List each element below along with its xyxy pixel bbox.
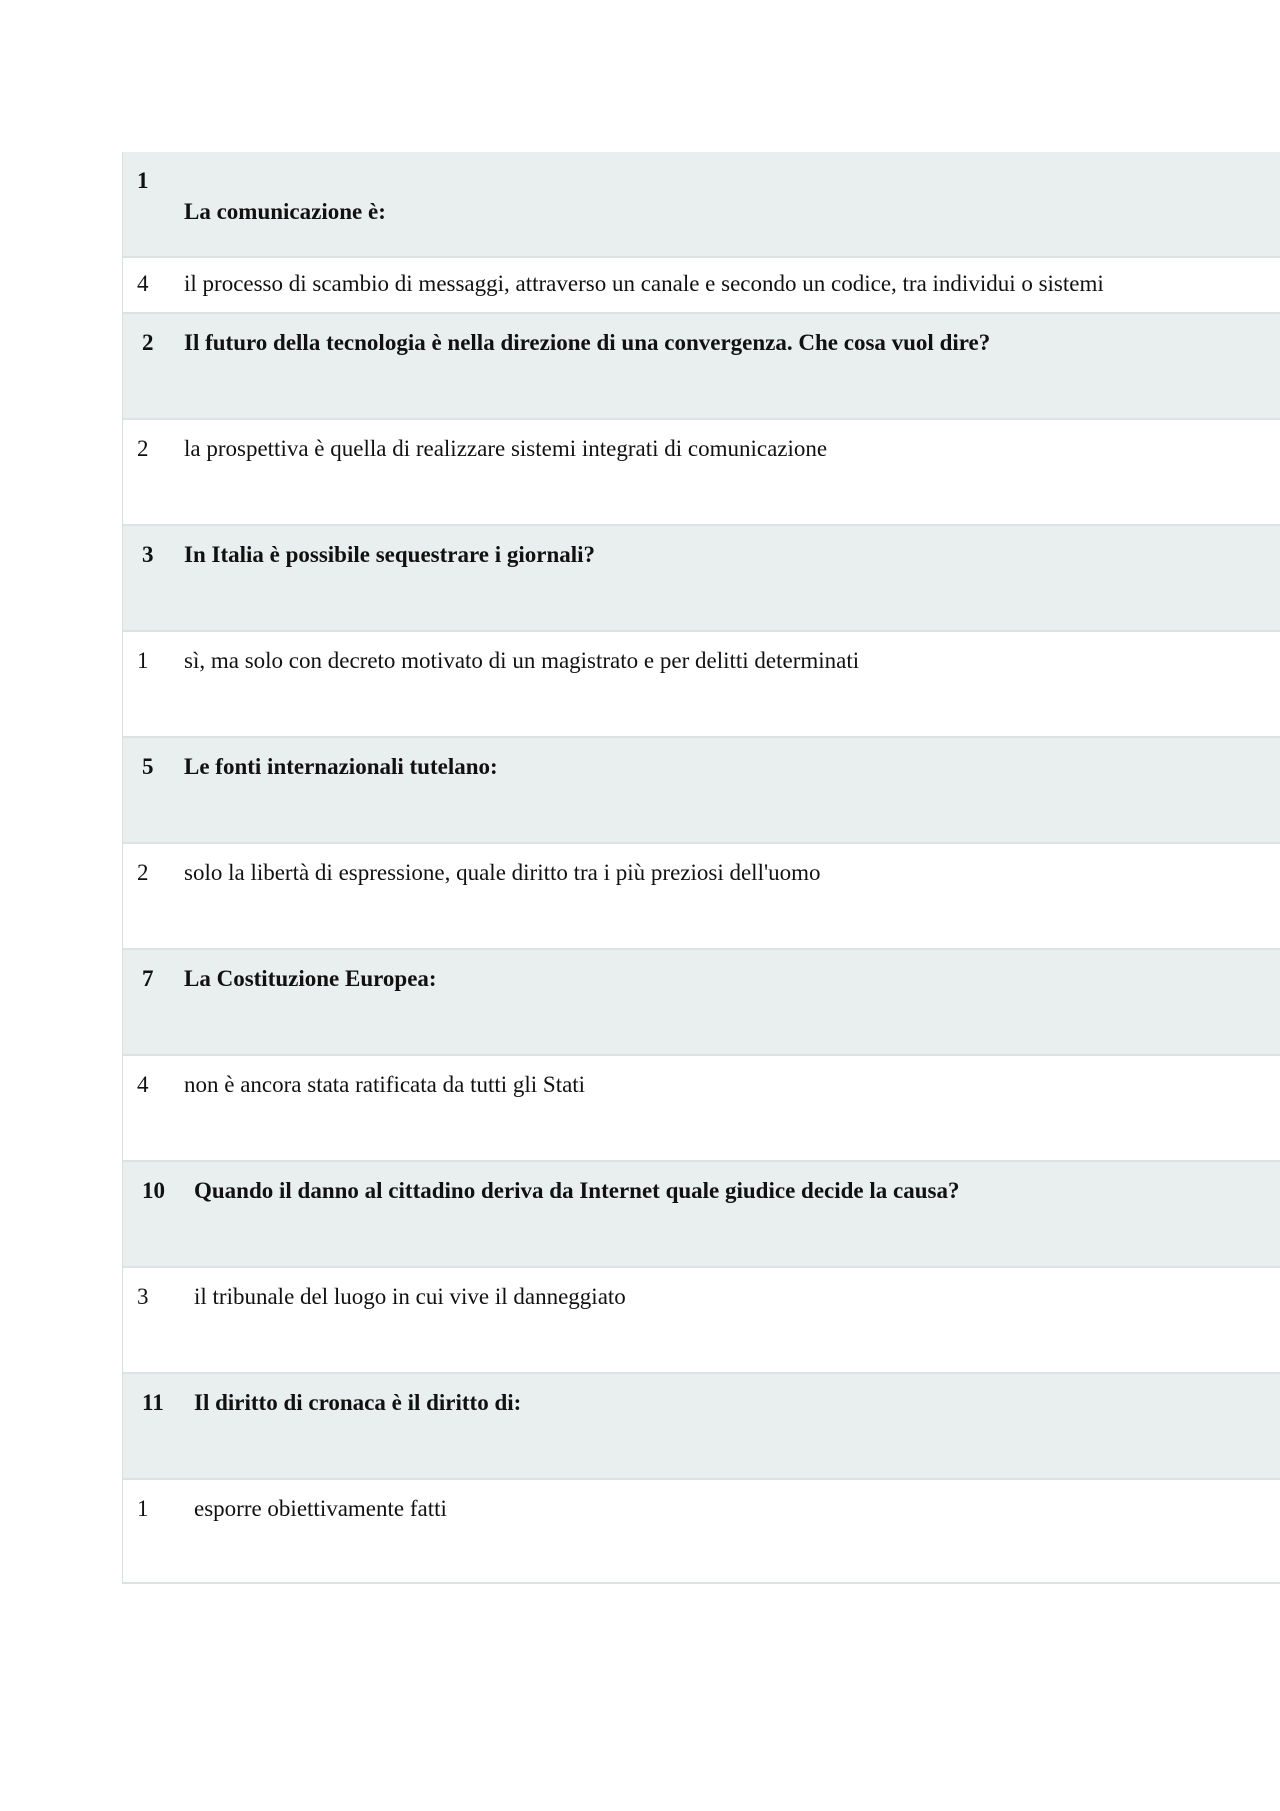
question-row <box>123 526 1280 632</box>
question-text: In Italia è possibile sequestrare i giornali? <box>184 542 596 567</box>
answer-text: non è ancora stata ratificata da tutti gli Stati <box>184 1072 586 1097</box>
answer-text: esporre obiettivamente fatti <box>194 1496 447 1521</box>
answer-text: il processo di scambio di messaggi, attraverso un canale e secondo un codice, tra individui o sistemi <box>184 271 1104 296</box>
answer-text: la prospettiva è quella di realizzare sistemi integrati di comunicazione <box>184 436 828 461</box>
question-text: Il diritto di cronaca è il diritto di: <box>194 1390 522 1415</box>
question-text: La Costituzione Europea: <box>184 966 437 991</box>
answer-row <box>123 258 1280 314</box>
answer-text: sì, ma solo con decreto motivato di un magistrato e per delitti determinati <box>184 648 860 673</box>
question-number: 2 <box>142 330 154 355</box>
question-row <box>123 152 1280 258</box>
answer-number: 1 <box>137 1496 149 1521</box>
question-row <box>123 950 1280 1056</box>
quiz-table <box>122 152 1280 1584</box>
question-text: La comunicazione è: <box>184 199 386 224</box>
question-text: Il futuro della tecnologia è nella direzione di una convergenza. Che cosa vuol dire? <box>184 330 991 355</box>
question-number: 11 <box>142 1390 164 1415</box>
answer-row <box>123 632 1280 738</box>
question-number: 7 <box>142 966 154 991</box>
question-row <box>123 1162 1280 1268</box>
answer-row <box>123 1268 1280 1374</box>
answer-row <box>123 420 1280 526</box>
question-text: Le fonti internazionali tutelano: <box>184 754 498 779</box>
answer-number: 4 <box>137 271 149 296</box>
question-text: Quando il danno al cittadino deriva da Internet quale giudice decide la causa? <box>194 1178 960 1203</box>
answer-number: 4 <box>137 1072 149 1097</box>
question-number: 5 <box>142 754 154 779</box>
question-number: 1 <box>137 168 149 193</box>
answer-row <box>123 1056 1280 1162</box>
answer-row <box>123 844 1280 950</box>
question-row <box>123 738 1280 844</box>
answer-number: 1 <box>137 648 149 673</box>
answer-number: 2 <box>137 436 149 461</box>
question-row <box>123 1374 1280 1480</box>
answer-number: 2 <box>137 860 149 885</box>
answer-text: il tribunale del luogo in cui vive il danneggiato <box>194 1284 626 1309</box>
answer-text: solo la libertà di espressione, quale diritto tra i più preziosi dell'uomo <box>184 860 821 885</box>
answer-number: 3 <box>137 1284 149 1309</box>
question-number: 10 <box>142 1178 165 1203</box>
answer-row <box>123 1480 1280 1584</box>
question-number: 3 <box>142 542 154 567</box>
question-row <box>123 314 1280 420</box>
